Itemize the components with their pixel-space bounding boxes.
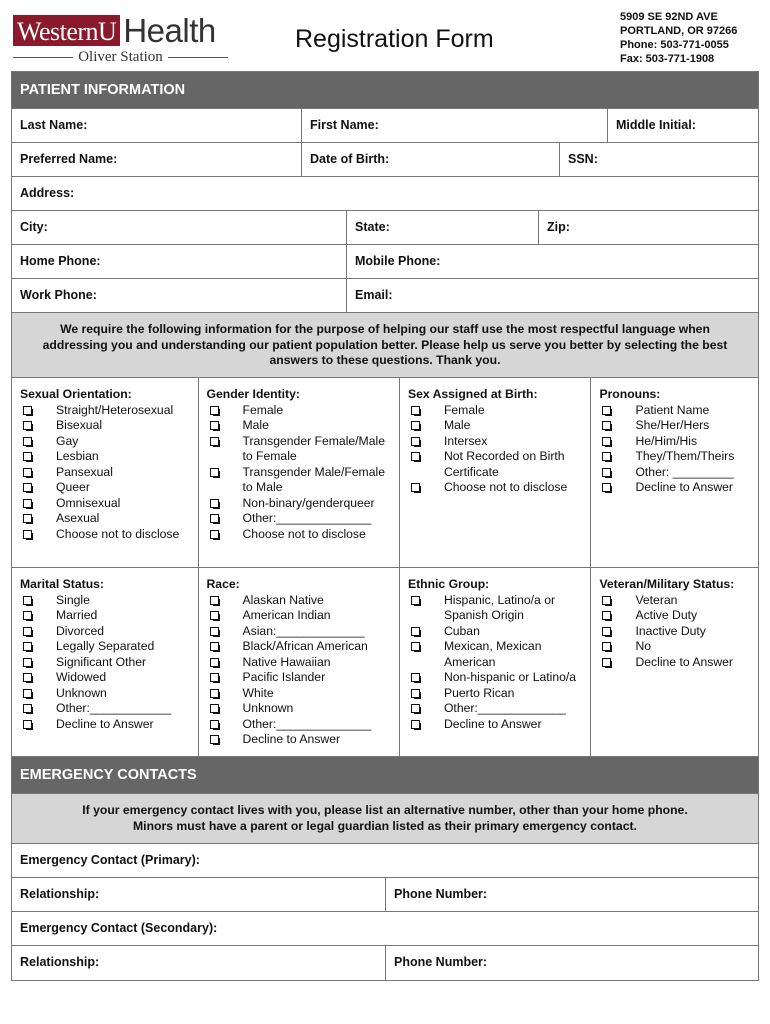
checkbox-option[interactable] [408, 639, 582, 670]
checkbox-icon[interactable] [210, 468, 221, 478]
checkbox-label: Black/African American [242, 639, 368, 653]
checkbox-option[interactable] [599, 449, 750, 465]
checkbox-option[interactable] [207, 639, 391, 655]
checkbox-option[interactable] [20, 403, 190, 419]
checkbox-option[interactable] [207, 593, 391, 609]
checkbox-label: Female [443, 402, 485, 417]
sex-assigned-at-birth-group [400, 378, 591, 567]
checkbox-label: Choose not to disclose [443, 480, 568, 494]
checkbox-label: Mexican, Mexican American [443, 639, 542, 669]
checkbox-label: White [242, 685, 274, 700]
gender-identity-group [199, 378, 400, 567]
checkbox-icon[interactable] [411, 483, 422, 493]
checkbox-label: Puerto Rican [443, 685, 515, 700]
checkbox-icon[interactable] [411, 452, 422, 462]
checkbox-option[interactable] [599, 624, 750, 640]
checkbox-icon[interactable] [602, 452, 613, 462]
checkbox-label: Legally Separated [56, 639, 155, 653]
checkbox-icon[interactable] [210, 689, 221, 699]
checkbox-option[interactable] [408, 434, 582, 450]
checkbox-icon[interactable] [411, 689, 422, 699]
checkbox-label: Decline to Answer [635, 654, 733, 669]
checkbox-icon[interactable] [210, 437, 221, 447]
checkbox-option[interactable] [599, 639, 750, 655]
checkbox-icon[interactable] [210, 735, 221, 745]
checkbox-option[interactable] [408, 449, 582, 480]
checkbox-label: Married [56, 608, 98, 622]
checkbox-icon[interactable] [210, 704, 221, 714]
checkbox-option[interactable] [408, 418, 582, 434]
city-row [12, 211, 758, 245]
checkbox-option[interactable] [20, 465, 190, 481]
checkbox-icon[interactable] [602, 406, 613, 416]
checkbox-icon[interactable] [23, 406, 34, 416]
checkbox-icon[interactable] [411, 437, 422, 447]
primary-phone-number-field[interactable]: Phone Number: [394, 887, 488, 901]
ssn-field[interactable]: SSN: [568, 152, 598, 166]
checkbox-label: Lesbian [56, 449, 99, 463]
checkbox-option[interactable] [207, 624, 391, 640]
checkbox-option[interactable] [207, 527, 391, 543]
checkbox-icon[interactable] [411, 627, 422, 637]
respectful-language-notice: We require the following information for the purpose of helping our staff use the most respectful language when addressing you and understanding our patient population better. Please help us serve you better by selecting the best answers to these questions. Thank you. [12, 313, 758, 378]
checkbox-label: Other:______________ [242, 716, 372, 731]
checkbox-icon[interactable] [210, 530, 221, 540]
group-title: Veteran/Military Status: [599, 577, 735, 591]
checkbox-icon[interactable] [411, 596, 422, 606]
checkbox-label: Decline to Answer [56, 716, 154, 731]
group-title: Pronouns: [599, 387, 661, 401]
checkbox-option[interactable] [599, 418, 750, 434]
checkbox-label: Non-hispanic or Latino/a [443, 670, 577, 684]
checkbox-icon[interactable] [23, 421, 34, 431]
checkbox-label: Hispanic, Latino/a or Spanish Origin [443, 592, 556, 622]
address-city: PORTLAND, OR 97266 [620, 25, 738, 37]
address-fax: Fax: 503-771-1908 [620, 53, 715, 65]
checkbox-option[interactable] [20, 511, 190, 527]
checkbox-option[interactable] [207, 717, 391, 733]
checkbox-label: Omnisexual [56, 495, 121, 510]
checkbox-option[interactable] [408, 480, 582, 496]
primary-relationship-row [12, 878, 758, 912]
address-row [12, 177, 758, 211]
checkbox-option[interactable] [599, 403, 750, 419]
checkbox-label: Transgender Female/Male to Female [242, 433, 385, 463]
checkbox-option[interactable] [207, 496, 391, 512]
logo-health-text: Health [123, 12, 216, 49]
preferred-name-field[interactable]: Preferred Name: [12, 143, 302, 176]
checkbox-icon[interactable] [23, 468, 34, 478]
checkbox-label: Other: _________ [635, 464, 734, 479]
checkbox-icon[interactable] [210, 611, 221, 621]
checkbox-label: Male [443, 418, 471, 432]
secondary-contact-row [12, 912, 758, 946]
checkbox-label: Other:____________ [56, 701, 172, 715]
ethnic-group-group [400, 568, 591, 756]
checkbox-label: Transgender Male/Female to Male [242, 464, 385, 494]
checkbox-option[interactable] [207, 403, 391, 419]
checkbox-icon[interactable] [23, 611, 34, 621]
checkbox-label: Cuban [443, 623, 480, 638]
checkbox-option[interactable] [599, 434, 750, 450]
checkbox-icon[interactable] [411, 421, 422, 431]
group-title: Sex Assigned at Birth: [407, 387, 538, 401]
checkbox-icon[interactable] [23, 627, 34, 637]
checkbox-label: They/Them/Theirs [635, 449, 735, 463]
checkbox-label: Intersex [443, 433, 488, 448]
address-street: 5909 SE 92ND AVE [620, 11, 718, 23]
home-phone-field[interactable]: Home Phone: [12, 245, 347, 278]
checkbox-option[interactable] [207, 686, 391, 702]
checkbox-option[interactable] [599, 608, 750, 624]
checkbox-option[interactable] [20, 593, 190, 609]
logo-rule-left [13, 57, 73, 58]
checkbox-icon[interactable] [210, 658, 221, 668]
address-phone: Phone: 503-771-0055 [620, 39, 729, 51]
checkbox-label: Bisexual [56, 418, 103, 432]
emergency-contacts-header: EMERGENCY CONTACTS [12, 757, 758, 794]
mobile-phone-field[interactable]: Mobile Phone: [355, 254, 441, 268]
checkbox-label: Asexual [56, 511, 100, 525]
state-field[interactable]: State: [347, 211, 539, 244]
checkbox-label: Gay [56, 433, 79, 448]
checkbox-label: She/Her/Hers [635, 418, 710, 432]
address-field[interactable]: Address: [20, 186, 75, 200]
checkbox-label: Unknown [56, 685, 107, 700]
checkbox-label: Active Duty [635, 608, 698, 622]
emergency-contact-notice [12, 794, 758, 844]
checkbox-option[interactable] [20, 717, 190, 733]
city-field[interactable]: City: [12, 211, 347, 244]
checkbox-icon[interactable] [23, 514, 34, 524]
checkbox-option[interactable] [408, 593, 582, 624]
checkbox-label: Decline to Answer [443, 716, 542, 731]
checkbox-label: Unknown [242, 701, 294, 715]
checkbox-icon[interactable] [411, 720, 422, 730]
checkbox-option[interactable] [20, 624, 190, 640]
checkbox-option[interactable] [408, 717, 582, 733]
checkbox-label: Native Hawaiian [242, 654, 331, 669]
marital-status-group [12, 568, 199, 756]
checkbox-option[interactable] [207, 608, 391, 624]
checkbox-icon[interactable] [602, 611, 613, 621]
checkbox-option[interactable] [207, 670, 391, 686]
checkbox-label: Other:______________ [242, 511, 372, 525]
checkbox-icon[interactable] [23, 530, 34, 540]
checkbox-option[interactable] [20, 480, 190, 496]
patient-information-header: PATIENT INFORMATION [12, 72, 758, 109]
checkbox-label: Female [242, 402, 284, 417]
group-title: Sexual Orientation: [20, 387, 132, 401]
preferred-row [12, 143, 758, 177]
work-row [12, 279, 758, 313]
checkbox-option[interactable] [207, 701, 391, 717]
checkbox-label: Decline to Answer [242, 732, 341, 746]
checkbox-icon[interactable] [23, 642, 34, 652]
checkbox-icon[interactable] [23, 499, 34, 509]
secondary-relationship-field[interactable]: Relationship: [12, 946, 386, 980]
checkbox-option[interactable] [20, 670, 190, 686]
checkbox-icon[interactable] [602, 627, 613, 637]
checkbox-label: Male [242, 418, 269, 432]
checkbox-option[interactable] [599, 593, 750, 609]
checkbox-icon[interactable] [411, 406, 422, 416]
checkbox-option[interactable] [20, 608, 190, 624]
checkbox-option[interactable] [599, 465, 750, 481]
date-of-birth-field[interactable]: Date of Birth: [302, 143, 560, 176]
checkbox-label: He/Him/His [635, 433, 698, 448]
checkbox-label: Widowed [56, 670, 107, 684]
group-title: Race: [206, 577, 240, 591]
checkbox-icon[interactable] [602, 483, 613, 493]
last-name-field[interactable]: Last Name: [12, 109, 302, 142]
checkbox-icon[interactable] [23, 452, 34, 462]
checkbox-option[interactable] [20, 434, 190, 450]
checkbox-icon[interactable] [23, 437, 34, 447]
demographics-grid [12, 568, 758, 757]
secondary-relationship-row [12, 946, 758, 980]
checkbox-option[interactable] [207, 732, 391, 748]
phone-row [12, 245, 758, 279]
sexual-orientation-group [12, 378, 199, 567]
primary-relationship-field[interactable]: Relationship: [12, 878, 386, 911]
checkbox-label: Pansexual [56, 464, 113, 479]
work-phone-field[interactable]: Work Phone: [12, 279, 347, 312]
checkbox-option[interactable] [408, 403, 582, 419]
checkbox-label: Straight/Heterosexual [56, 402, 174, 417]
checkbox-icon[interactable] [602, 421, 613, 431]
checkbox-icon[interactable] [602, 437, 613, 447]
checkbox-label: Divorced [56, 623, 105, 638]
checkbox-icon[interactable] [602, 658, 613, 668]
checkbox-option[interactable] [408, 670, 582, 686]
name-row [12, 109, 758, 143]
group-title: Ethnic Group: [407, 577, 490, 591]
checkbox-label: Inactive Duty [635, 623, 706, 638]
secondary-contact-field[interactable]: Emergency Contact (Secondary): [20, 921, 218, 935]
identity-grid [12, 378, 758, 568]
checkbox-icon[interactable] [411, 673, 422, 683]
secondary-phone-number-field[interactable]: Phone Number: [394, 955, 488, 969]
checkbox-icon[interactable] [210, 499, 221, 509]
checkbox-label: Single [56, 592, 90, 607]
group-title: Gender Identity: [206, 387, 300, 401]
checkbox-label: Veteran [635, 592, 678, 607]
middle-initial-field[interactable]: Middle Initial: [616, 118, 696, 132]
checkbox-icon[interactable] [210, 596, 221, 606]
checkbox-option[interactable] [20, 655, 190, 671]
checkbox-option[interactable] [599, 480, 750, 496]
checkbox-option[interactable] [408, 624, 582, 640]
logo-rule-right [168, 57, 228, 58]
checkbox-label: Alaskan Native [242, 592, 324, 607]
emergency-notice-line-2: Minors must have a parent or legal guardian listed as their primary emergency contact. [133, 818, 637, 833]
westernu-health-logo [13, 12, 228, 67]
checkbox-label: Asian:_____________ [242, 623, 365, 638]
checkbox-icon[interactable] [23, 720, 34, 730]
checkbox-label: Significant Other [56, 654, 147, 669]
checkbox-icon[interactable] [602, 642, 613, 652]
checkbox-option[interactable] [408, 686, 582, 702]
checkbox-icon[interactable] [23, 704, 34, 714]
checkbox-option[interactable] [20, 527, 190, 543]
pronouns-group [591, 378, 758, 567]
checkbox-label: Pacific Islander [242, 670, 326, 684]
checkbox-label: Choose not to disclose [56, 526, 180, 541]
checkbox-icon[interactable] [23, 689, 34, 699]
checkbox-option[interactable] [207, 434, 391, 465]
checkbox-icon[interactable] [210, 642, 221, 652]
clinic-address [620, 10, 737, 66]
checkbox-option[interactable] [20, 496, 190, 512]
checkbox-label: Choose not to disclose [242, 526, 366, 541]
checkbox-option[interactable] [408, 701, 582, 717]
first-name-field[interactable]: First Name: [302, 109, 608, 142]
checkbox-icon[interactable] [210, 514, 221, 524]
logo-wordmark: WesternU [13, 15, 120, 46]
email-field[interactable]: Email: [355, 288, 393, 302]
checkbox-option[interactable] [207, 655, 391, 671]
checkbox-label: Other:_____________ [443, 701, 566, 715]
primary-contact-row [12, 844, 758, 878]
zip-field[interactable]: Zip: [547, 220, 570, 234]
checkbox-icon[interactable] [210, 406, 221, 416]
checkbox-icon[interactable] [210, 720, 221, 730]
logo-subtitle: Oliver Station [78, 49, 163, 65]
emergency-notice-line-1: If your emergency contact lives with you, please list an alternative number, other than your home phone. [82, 803, 688, 817]
checkbox-label: Not Recorded on Birth Certificate [443, 449, 565, 479]
checkbox-option[interactable] [207, 465, 391, 496]
registration-form [11, 71, 759, 981]
primary-contact-field[interactable]: Emergency Contact (Primary): [20, 853, 200, 867]
checkbox-label: Patient Name [635, 402, 710, 417]
checkbox-icon[interactable] [23, 483, 34, 493]
checkbox-icon[interactable] [23, 596, 34, 606]
checkbox-option[interactable] [20, 701, 190, 717]
checkbox-option[interactable] [20, 449, 190, 465]
checkbox-label: Queer [56, 480, 90, 494]
checkbox-label: No [635, 639, 652, 653]
group-title: Marital Status: [20, 577, 104, 591]
checkbox-icon[interactable] [411, 704, 422, 714]
checkbox-icon[interactable] [411, 642, 422, 652]
veteran-military-status-group [591, 568, 758, 756]
race-group [199, 568, 400, 756]
checkbox-icon[interactable] [602, 596, 613, 606]
checkbox-label: Decline to Answer [635, 480, 733, 494]
checkbox-option[interactable] [20, 418, 190, 434]
checkbox-option[interactable] [20, 639, 190, 655]
checkbox-option[interactable] [599, 655, 750, 671]
checkbox-label: Non-binary/genderqueer [242, 495, 375, 510]
checkbox-label: American Indian [242, 608, 331, 622]
checkbox-icon[interactable] [210, 673, 221, 683]
checkbox-icon[interactable] [210, 627, 221, 637]
checkbox-icon[interactable] [602, 468, 613, 478]
checkbox-icon[interactable] [23, 673, 34, 683]
checkbox-icon[interactable] [210, 421, 221, 431]
checkbox-option[interactable] [207, 511, 391, 527]
page-title: Registration Form [295, 25, 494, 53]
checkbox-option[interactable] [20, 686, 190, 702]
checkbox-option[interactable] [207, 418, 391, 434]
checkbox-icon[interactable] [23, 658, 34, 668]
